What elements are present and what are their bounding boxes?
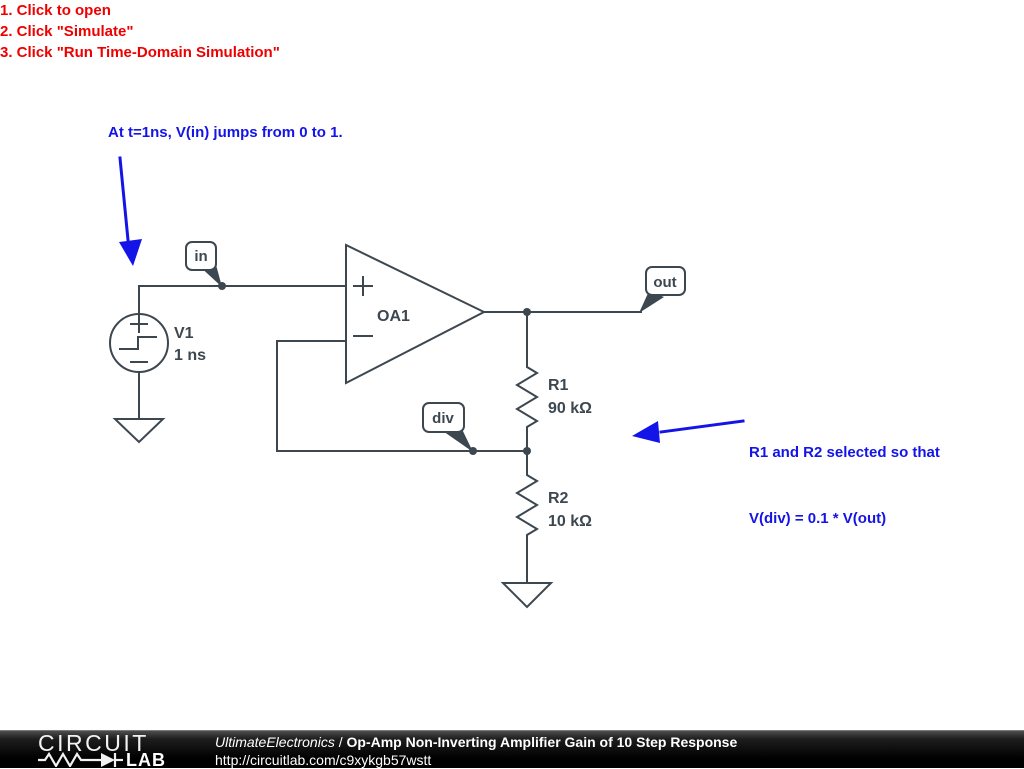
r1-value-label: 90 kΩ bbox=[548, 400, 592, 417]
circuit-title-line bbox=[215, 733, 737, 751]
ground-icon bbox=[503, 583, 551, 607]
annotation-divider-line-2: V(div) = 0.1 * V(out) bbox=[749, 510, 887, 527]
junction-dot-icon bbox=[523, 308, 531, 316]
instruction-line-2: 2. Click "Simulate" bbox=[0, 23, 134, 40]
circuit-url[interactable]: http://circuitlab.com/c9xykgb57wstt bbox=[215, 752, 432, 768]
opamp-oa1[interactable] bbox=[346, 245, 484, 383]
footer-title-block bbox=[215, 733, 737, 769]
annotation-divider bbox=[749, 398, 940, 574]
node-label-div: div bbox=[432, 410, 454, 427]
annotation-step-input: At t=1ns, V(in) jumps from 0 to 1. bbox=[108, 124, 343, 141]
logo-circuit-text: CIRCUIT bbox=[38, 733, 149, 756]
resistor-r2-symbol[interactable] bbox=[517, 451, 537, 583]
circuit-title: Op-Amp Non-Inverting Amplifier Gain of 10 Step Response bbox=[346, 734, 738, 750]
voltage-source-v1[interactable] bbox=[110, 286, 168, 442]
r2-name-label: R2 bbox=[548, 490, 569, 507]
r2-value-label: 10 kΩ bbox=[548, 513, 592, 530]
author-link[interactable]: UltimateElectronics bbox=[215, 734, 335, 750]
junction-dot-icon bbox=[218, 282, 226, 290]
arrow-top-annotation bbox=[119, 158, 142, 266]
wire-feedback bbox=[277, 341, 527, 451]
footer-bar bbox=[0, 730, 1024, 768]
instruction-line-1: 1. Click to open bbox=[0, 2, 111, 19]
annotation-divider-line-1: R1 and R2 selected so that bbox=[749, 444, 940, 461]
node-label-in: in bbox=[194, 248, 208, 265]
r1-name-label: R1 bbox=[548, 377, 569, 394]
logo-lab-text: LAB bbox=[126, 750, 166, 767]
junction-dot-icon bbox=[523, 447, 531, 455]
instruction-line-3: 3. Click "Run Time-Domain Simulation" bbox=[0, 44, 280, 61]
source-name-label: V1 bbox=[174, 325, 194, 342]
opamp-name-label: OA1 bbox=[377, 308, 410, 325]
resistor-r1-symbol[interactable] bbox=[517, 312, 537, 451]
node-label-out: out bbox=[653, 274, 677, 291]
source-value-label: 1 ns bbox=[174, 347, 207, 364]
junction-dot-icon bbox=[469, 447, 477, 455]
resistor-r1[interactable] bbox=[517, 312, 537, 451]
title-separator: / bbox=[334, 734, 347, 750]
opamp-triangle[interactable] bbox=[346, 245, 484, 383]
resistor-r2[interactable] bbox=[503, 451, 551, 607]
arrow-right-annotation bbox=[632, 421, 743, 443]
ground-icon bbox=[115, 419, 163, 442]
circuitlab-logo[interactable] bbox=[38, 733, 186, 767]
